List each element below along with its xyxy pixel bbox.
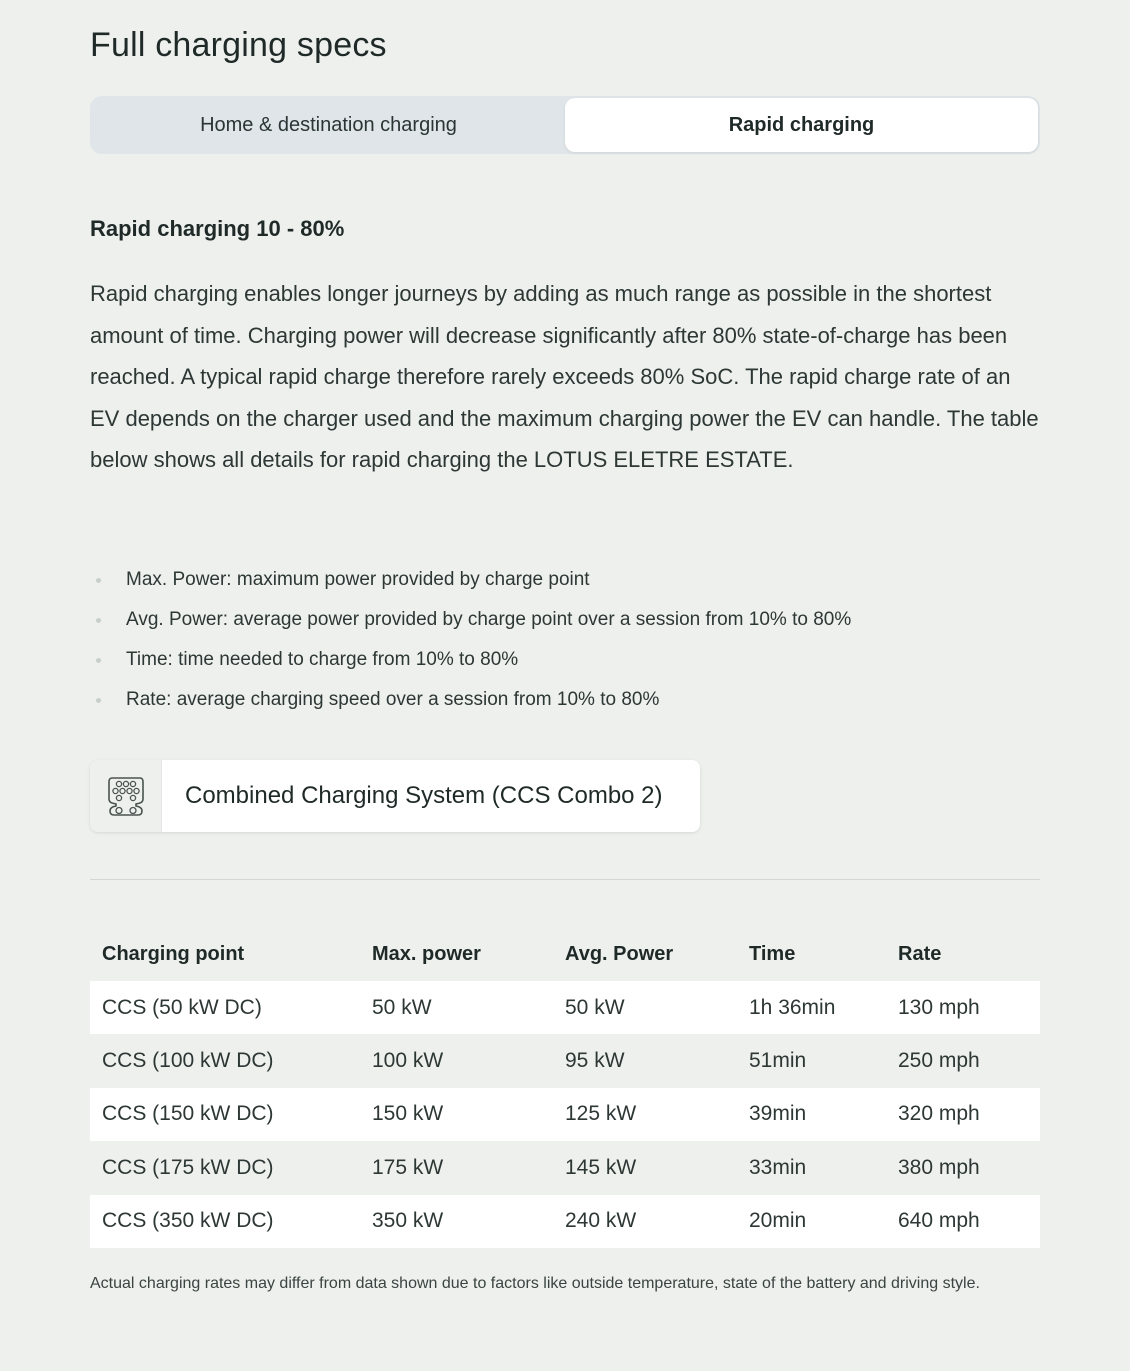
bullet-dot [96,698,101,703]
cell-time: 39min [737,1088,886,1141]
cell-avg-power: 240 kW [553,1195,737,1248]
cell-rate: 380 mph [898,1155,980,1179]
connector-label: Combined Charging System (CCS Combo 2) [162,760,700,832]
cell-rate: 130 mph [886,981,1040,1034]
legend-item [90,560,1040,600]
cell-max-power: 100 kW [372,1049,444,1073]
table-row [90,1034,1040,1087]
column-header-charging-point: Charging point [102,943,245,965]
section-description: Rapid charging enables longer journeys by adding as much range as possible in the shortest amount of time. Charging power will decrease significantly after 80% state-of-charge has been reached. A typical rapid charge therefore rarely exceeds 80% SoC. The rapid charge rate of an EV depends on the charger used and the maximum charging power the EV can handle. The table below shows all details for rapid charging the LOTUS ELETRE ESTATE. [90,281,1039,472]
table-header-row [90,928,1040,981]
legend-item [90,640,1040,680]
cell-avg-power: 145 kW [565,1155,637,1179]
cell-rate: 250 mph [898,1049,980,1073]
bullet-dot [96,658,101,663]
cell-max-power: 150 kW [360,1088,553,1141]
cell-time: 51min [749,1049,807,1073]
cell-avg-power: 95 kW [565,1049,625,1073]
column-header-rate: Rate [898,943,942,965]
charging-tabs [90,96,1040,154]
tab-rapid-charging[interactable]: Rapid charging [565,98,1038,152]
cell-charging-point: CCS (350 kW DC) [90,1195,360,1248]
cell-charging-point: CCS (150 kW DC) [90,1088,360,1141]
cell-charging-point: CCS (50 kW DC) [90,981,360,1034]
legend-list [90,560,1040,720]
cell-charging-point: CCS (100 kW DC) [102,1049,274,1073]
cell-charging-point: CCS (175 kW DC) [102,1155,274,1179]
cell-max-power: 350 kW [360,1195,553,1248]
legend-item-text: Max. Power: maximum power provided by charge point [126,569,590,590]
cell-avg-power: 50 kW [553,981,737,1034]
bullet-dot [96,578,101,583]
connector-type-selector[interactable] [90,760,700,832]
cell-avg-power: 125 kW [553,1088,737,1141]
cell-max-power: 175 kW [372,1155,444,1179]
ccs-connector-icon [106,775,146,817]
cell-time: 1h 36min [737,981,886,1034]
tab-home-destination-charging[interactable]: Home & destination charging [200,113,457,136]
legend-item-text: Rate: average charging speed over a session from 10% to 80% [126,689,660,710]
connector-icon-box [90,760,162,832]
legend-item [90,600,1040,640]
table-row [90,1195,1040,1248]
legend-item-text: Avg. Power: average power provided by charge point over a session from 10% to 80% [126,609,852,630]
table-row [90,981,1040,1034]
column-header-time: Time [749,943,796,965]
cell-rate: 640 mph [886,1195,1040,1248]
rapid-charging-table [90,928,1040,1248]
cell-time: 20min [737,1195,886,1248]
disclaimer-note: Actual charging rates may differ from data shown due to factors like outside temperature, state of the battery and driving style. [90,1275,980,1292]
bullet-dot [96,618,101,623]
table-row [90,1088,1040,1141]
cell-rate: 320 mph [886,1088,1040,1141]
page-title: Full charging specs [90,26,387,64]
legend-item [90,680,1040,720]
column-header-max-power: Max. power [372,943,481,965]
cell-max-power: 50 kW [360,981,553,1034]
section-heading: Rapid charging 10 - 80% [90,216,345,241]
table-row [90,1141,1040,1194]
legend-item-text: Time: time needed to charge from 10% to 80% [126,649,519,670]
section-divider [90,879,1040,880]
cell-time: 33min [749,1155,807,1179]
column-header-avg-power: Avg. Power [565,943,674,965]
